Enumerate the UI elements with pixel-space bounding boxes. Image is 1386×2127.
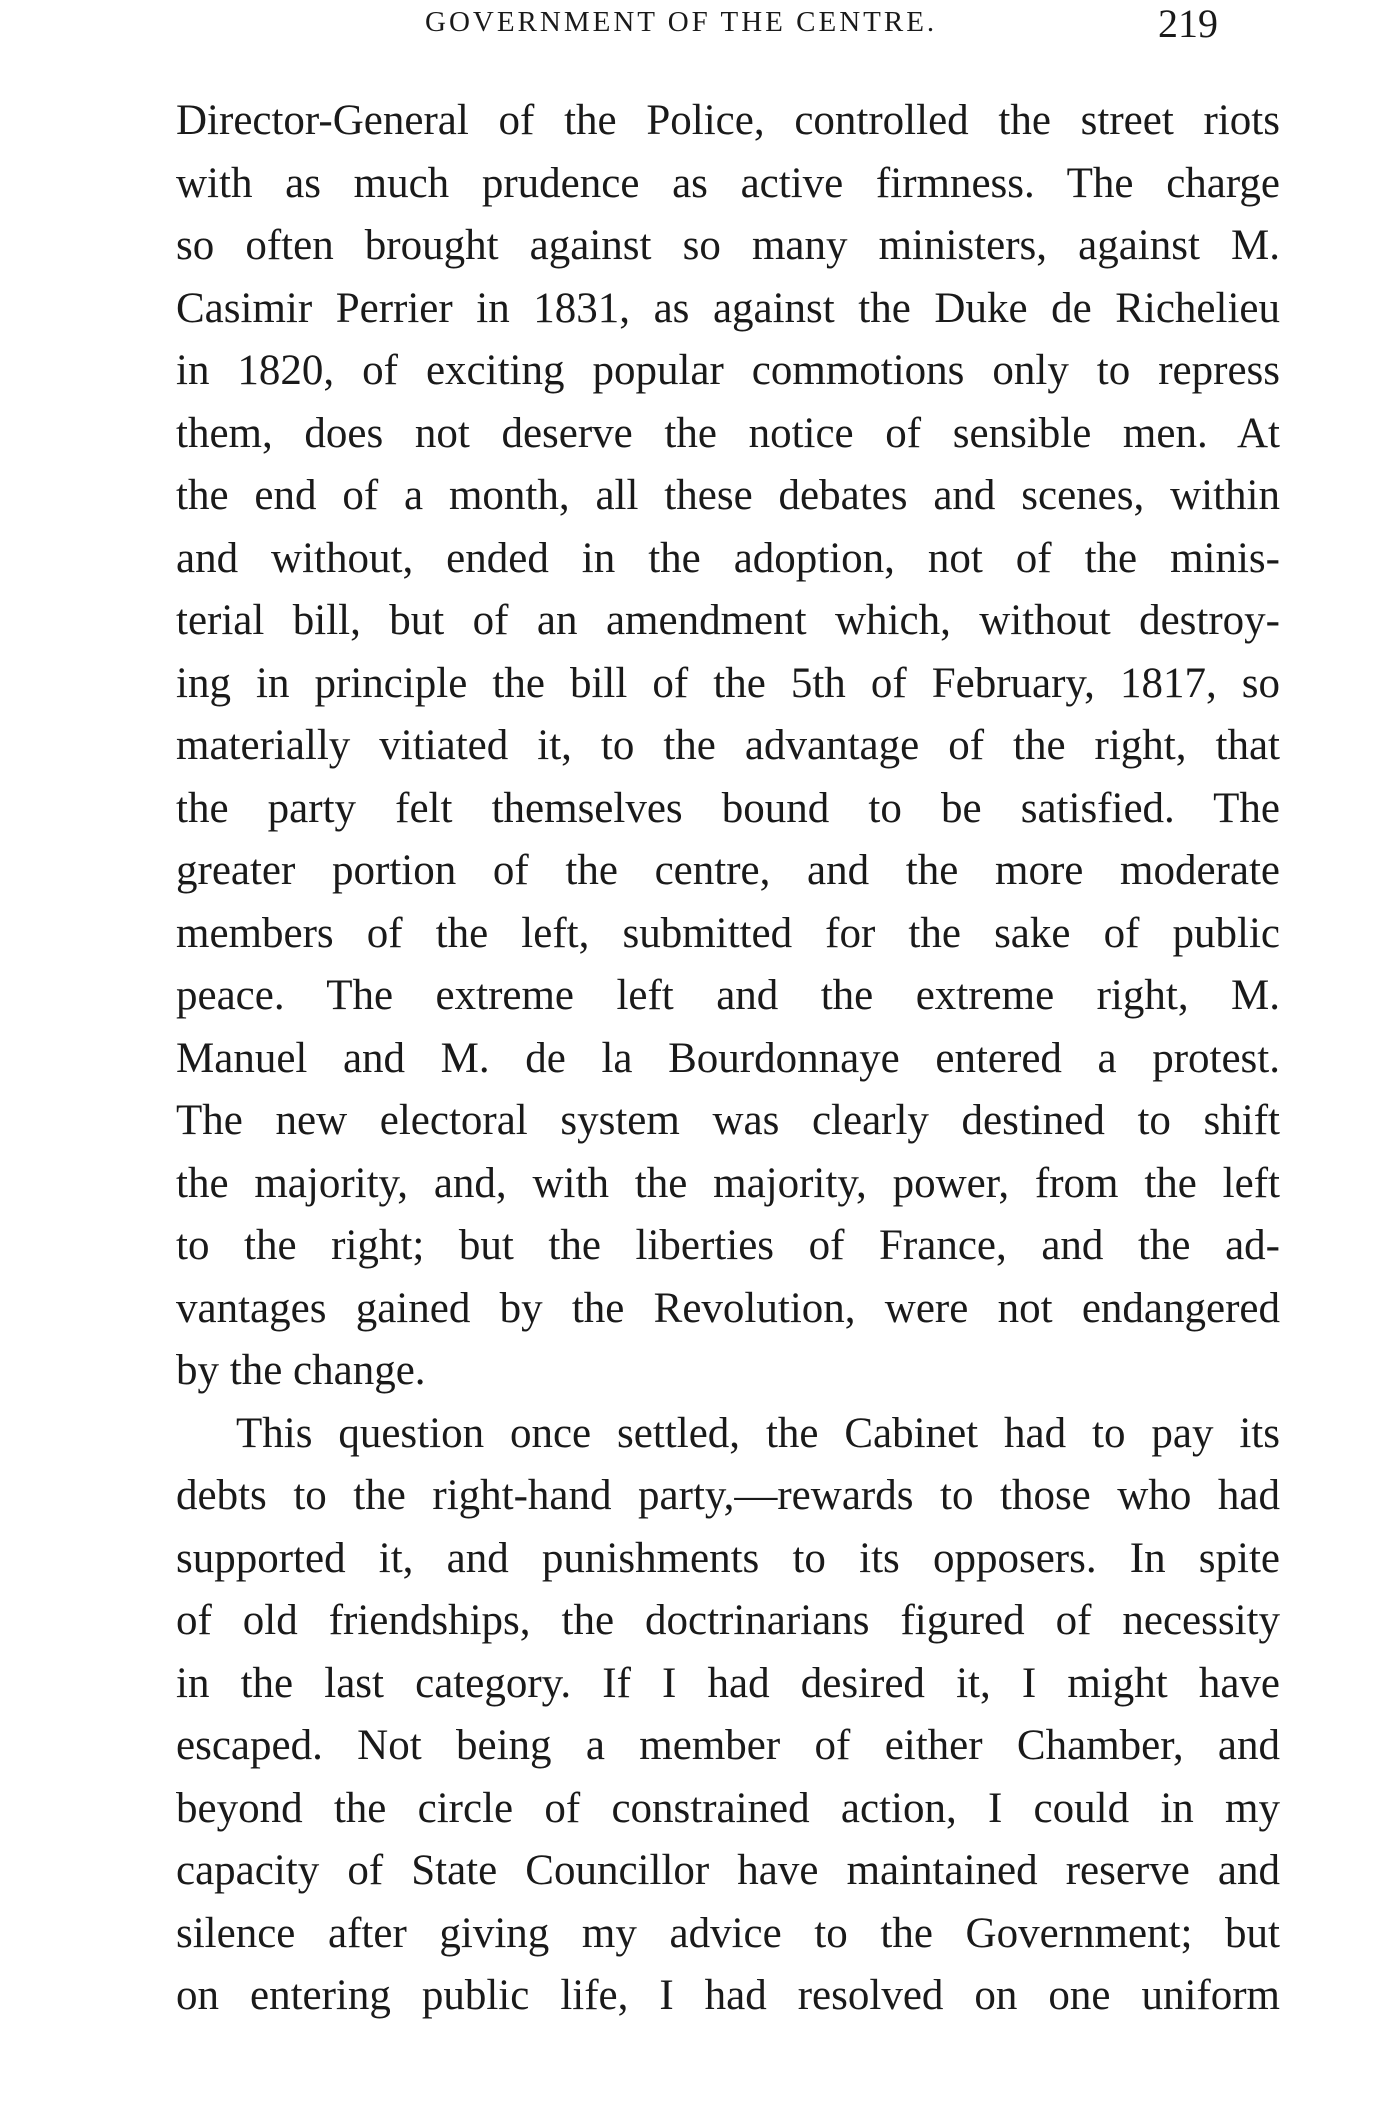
text-line: Manuel and M. de la Bourdonnaye entered a protest. (176, 1034, 1280, 1082)
text-line: silence after giving my advice to the Government; but (176, 1909, 1280, 1957)
text-line: them, does not deserve the notice of sensible men. At (176, 409, 1280, 457)
text-line: so often brought against so many ministers, against M. (176, 222, 1280, 269)
text-line: Casimir Perrier in 1831, as against the Duke de Richelieu (176, 284, 1280, 332)
text-line: escaped. Not being a member of either Chamber, and (176, 1722, 1280, 1769)
text-line: vantages gained by the Revolution, were not endangered (176, 1284, 1280, 1332)
text-line: members of the left, submitted for the sake of public (176, 909, 1280, 957)
text-line: materially vitiated it, to the advantage of the right, that (176, 722, 1280, 769)
text-line: and without, ended in the adoption, not of the minis- (176, 534, 1280, 582)
text-line: This question once settled, the Cabinet had to pay its (236, 1409, 1280, 1457)
text-line: terial bill, but of an amendment which, without destroy- (176, 597, 1280, 644)
text-line: of old friendships, the doctrinarians figured of necessity (176, 1597, 1280, 1644)
text-line: the end of a month, all these debates and scenes, within (176, 472, 1280, 519)
page-body (176, 90, 1280, 2028)
text-line: greater portion of the centre, and the more moderate (176, 847, 1280, 894)
running-title: GOVERNMENT OF THE CENTRE. (425, 6, 938, 38)
text-line: supported it, and punishments to its opposers. In spite (176, 1534, 1280, 1582)
text-line: ing in principle the bill of the 5th of February, 1817, so (176, 659, 1280, 707)
text-line: debts to the right-hand party,—rewards to those who had (176, 1472, 1280, 1519)
text-line: by the change. (176, 1347, 426, 1394)
page-number: 219 (1158, 1, 1218, 46)
text-line: the party felt themselves bound to be satisfied. The (176, 784, 1280, 832)
text-line: in the last category. If I had desired it, I might have (176, 1659, 1280, 1707)
text-line: the majority, and, with the majority, power, from the left (176, 1159, 1280, 1207)
text-line: capacity of State Councillor have maintained reserve and (176, 1847, 1280, 1894)
text-line: to the right; but the liberties of France, and the ad- (176, 1222, 1280, 1269)
text-line: with as much prudence as active firmness. The charge (176, 159, 1280, 207)
text-line: in 1820, of exciting popular commotions only to repress (176, 347, 1280, 394)
text-line: on entering public life, I had resolved on one uniform (176, 1972, 1280, 2019)
text-line: Director-General of the Police, controlled the street riots (176, 97, 1280, 144)
text-line: The new electoral system was clearly destined to shift (176, 1097, 1280, 1144)
text-line: beyond the circle of constrained action, I could in my (176, 1784, 1280, 1832)
text-line: peace. The extreme left and the extreme right, M. (176, 972, 1280, 1019)
running-header (0, 2, 1386, 52)
